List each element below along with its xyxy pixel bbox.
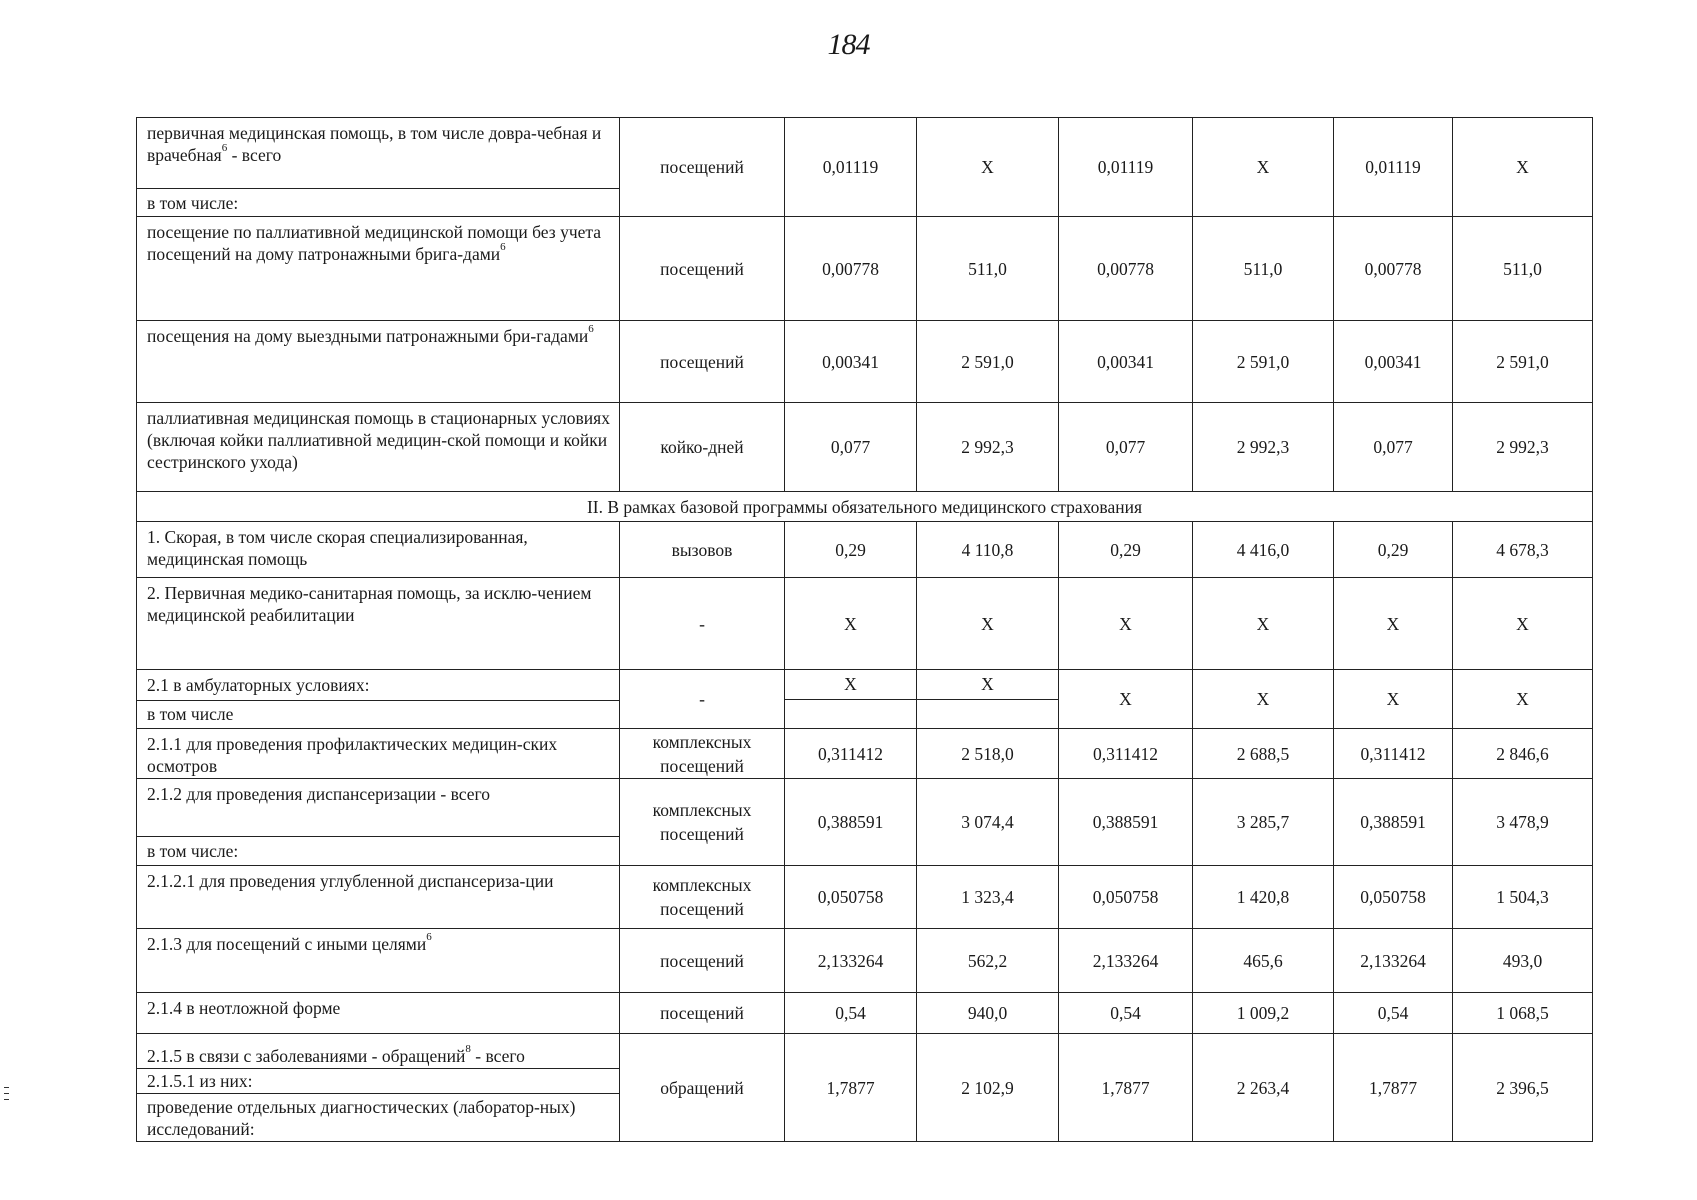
cell-value-split — [917, 670, 1059, 729]
cell-value: 0,00778 — [1334, 217, 1453, 321]
row-name: 2.1.4 в неотложной форме — [137, 993, 620, 1034]
cell-value: 0,311412 — [1059, 729, 1193, 779]
cell-value: 2 591,0 — [1453, 321, 1593, 403]
scan-edge-mark — [4, 1099, 9, 1100]
cell-value: 2 992,3 — [1453, 403, 1593, 492]
cell-value: 2 102,9 — [917, 1034, 1059, 1142]
row-name: 1. Скорая, в том числе скорая специализированная, медицинская помощь — [137, 522, 620, 578]
row-unit: комплексных посещений — [620, 729, 785, 779]
cell-value: 0,01119 — [1334, 118, 1453, 217]
cell-value: 0,01119 — [785, 118, 917, 217]
row-name: посещения на дому выездными патронажными бри-гадами$^6$ — [137, 321, 620, 403]
cell-value: 1 420,8 — [1193, 866, 1334, 929]
row-unit: посещений — [620, 929, 785, 993]
table-row — [137, 729, 1593, 779]
cell-value: Х — [1453, 118, 1593, 217]
cell-value: Х — [1453, 670, 1593, 729]
cell-value: 2 591,0 — [917, 321, 1059, 403]
cell-value: 0,54 — [1334, 993, 1453, 1034]
cell-value: 0,311412 — [785, 729, 917, 779]
row-name: 2.1 в амбулаторных условиях: — [137, 670, 620, 701]
cell-value: Х — [1193, 578, 1334, 670]
cell-value: 465,6 — [1193, 929, 1334, 993]
cell-value: Х — [917, 118, 1059, 217]
cell-value: 2 992,3 — [917, 403, 1059, 492]
cell-value: 493,0 — [1453, 929, 1593, 993]
section-header: II. В рамках базовой программы обязательного медицинского страхования — [137, 492, 1593, 522]
cell-value: 940,0 — [917, 993, 1059, 1034]
table-row — [137, 1034, 1593, 1069]
cell-value: 0,050758 — [785, 866, 917, 929]
cell-value: 2 263,4 — [1193, 1034, 1334, 1142]
row-unit: вызовов — [620, 522, 785, 578]
row-name: 2. Первичная медико-санитарная помощь, за исклю-чением медицинской реабилитации — [137, 578, 620, 670]
cell-value: Х — [1193, 118, 1334, 217]
cell-value: 511,0 — [917, 217, 1059, 321]
table-row — [137, 492, 1593, 522]
tariff-table — [136, 117, 1593, 1142]
cell-value: 2,133264 — [785, 929, 917, 993]
cell-value: 0,388591 — [785, 779, 917, 866]
cell-value: 562,2 — [917, 929, 1059, 993]
cell-value: Х — [1193, 670, 1334, 729]
cell-value: 2 591,0 — [1193, 321, 1334, 403]
table-row — [137, 321, 1593, 403]
cell-value: Х — [1453, 578, 1593, 670]
cell-value: 0,00341 — [785, 321, 917, 403]
row-unit: комплексных посещений — [620, 779, 785, 866]
cell-value: Х — [1059, 578, 1193, 670]
cell-value: 0,077 — [785, 403, 917, 492]
row-name: посещение по паллиативной медицинской помощи без учета посещений на дому патронажными брига-дами$^6$ — [137, 217, 620, 321]
cell-value: 0,29 — [1059, 522, 1193, 578]
cell-value: 0,00778 — [1059, 217, 1193, 321]
cell-value: 0,077 — [1059, 403, 1193, 492]
cell-value: 2,133264 — [1059, 929, 1193, 993]
cell-value: 2,133264 — [1334, 929, 1453, 993]
row-subname: проведение отдельных диагностических (лаборатор-ных) исследований: — [137, 1094, 620, 1142]
cell-value: 0,00341 — [1059, 321, 1193, 403]
table-row — [137, 993, 1593, 1034]
cell-value: 1,7877 — [785, 1034, 917, 1142]
cell-value: Х — [785, 670, 916, 700]
row-subname: в том числе: — [137, 837, 620, 866]
row-subname: в том числе: — [137, 189, 620, 217]
cell-empty — [917, 700, 1058, 729]
cell-value: 0,311412 — [1334, 729, 1453, 779]
cell-value: 3 285,7 — [1193, 779, 1334, 866]
table-row — [137, 866, 1593, 929]
cell-value: 0,050758 — [1334, 866, 1453, 929]
cell-value: 1 068,5 — [1453, 993, 1593, 1034]
row-name: 2.1.1 для проведения профилактических медицин-ских осмотров — [137, 729, 620, 779]
row-unit: посещений — [620, 118, 785, 217]
cell-value: 1 504,3 — [1453, 866, 1593, 929]
cell-value: 0,00341 — [1334, 321, 1453, 403]
cell-value: 0,388591 — [1334, 779, 1453, 866]
cell-value: 3 478,9 — [1453, 779, 1593, 866]
cell-value: 0,00778 — [785, 217, 917, 321]
cell-value: 511,0 — [1193, 217, 1334, 321]
cell-value: 0,077 — [1334, 403, 1453, 492]
row-subname: в том числе — [137, 700, 620, 728]
row-unit: посещений — [620, 217, 785, 321]
row-name: 2.1.2 для проведения диспансеризации - всего — [137, 779, 620, 837]
cell-value: Х — [917, 578, 1059, 670]
cell-value: 1,7877 — [1334, 1034, 1453, 1142]
cell-value: Х — [785, 578, 917, 670]
cell-value: 4 416,0 — [1193, 522, 1334, 578]
cell-empty — [785, 700, 916, 729]
cell-value: 2 518,0 — [917, 729, 1059, 779]
table-row — [137, 118, 1593, 189]
row-unit: посещений — [620, 993, 785, 1034]
cell-value: 1 009,2 — [1193, 993, 1334, 1034]
row-subname: 2.1.5.1 из них: — [137, 1069, 620, 1094]
row-name: 2.1.3 для посещений с иными целями$^6$ — [137, 929, 620, 993]
cell-value-split — [785, 670, 917, 729]
row-unit: комплексных посещений — [620, 866, 785, 929]
cell-value: 1,7877 — [1059, 1034, 1193, 1142]
cell-value: 0,050758 — [1059, 866, 1193, 929]
table-row — [137, 217, 1593, 321]
cell-value: 0,54 — [1059, 993, 1193, 1034]
row-name: паллиативная медицинская помощь в стационарных условиях (включая койки паллиативной медицин-ской помощи и койки сестринского ухода) — [137, 403, 620, 492]
scan-edge-mark — [4, 1093, 9, 1094]
cell-value: 2 396,5 — [1453, 1034, 1593, 1142]
cell-value: 4 110,8 — [917, 522, 1059, 578]
cell-value: Х — [917, 670, 1058, 700]
page-number: 184 — [827, 28, 870, 61]
table-row — [137, 929, 1593, 993]
row-unit: - — [620, 578, 785, 670]
table-row — [137, 779, 1593, 837]
scan-edge-mark — [4, 1087, 9, 1088]
table-row — [137, 522, 1593, 578]
row-name: 2.1.2.1 для проведения углубленной диспансериза-ции — [137, 866, 620, 929]
row-name: первичная медицинская помощь, в том числе довра-чебная и врачебная$^6$ - всего — [137, 118, 620, 189]
row-unit: обращений — [620, 1034, 785, 1142]
cell-value: 4 678,3 — [1453, 522, 1593, 578]
row-unit: посещений — [620, 321, 785, 403]
cell-value: 0,54 — [785, 993, 917, 1034]
cell-value: 0,29 — [785, 522, 917, 578]
row-unit: - — [620, 670, 785, 729]
cell-value: 0,01119 — [1059, 118, 1193, 217]
cell-value: 2 846,6 — [1453, 729, 1593, 779]
cell-value: 511,0 — [1453, 217, 1593, 321]
cell-value: Х — [1334, 578, 1453, 670]
cell-value: 1 323,4 — [917, 866, 1059, 929]
cell-value: 3 074,4 — [917, 779, 1059, 866]
row-name: 2.1.5 в связи с заболеваниями - обращений$^8$ - всего — [137, 1034, 620, 1069]
cell-value: 2 992,3 — [1193, 403, 1334, 492]
row-unit: койко-дней — [620, 403, 785, 492]
cell-value: Х — [1059, 670, 1193, 729]
table-row — [137, 403, 1593, 492]
cell-value: 2 688,5 — [1193, 729, 1334, 779]
table-row — [137, 578, 1593, 670]
table-row — [137, 670, 1593, 701]
cell-value: Х — [1334, 670, 1453, 729]
cell-value: 0,29 — [1334, 522, 1453, 578]
cell-value: 0,388591 — [1059, 779, 1193, 866]
